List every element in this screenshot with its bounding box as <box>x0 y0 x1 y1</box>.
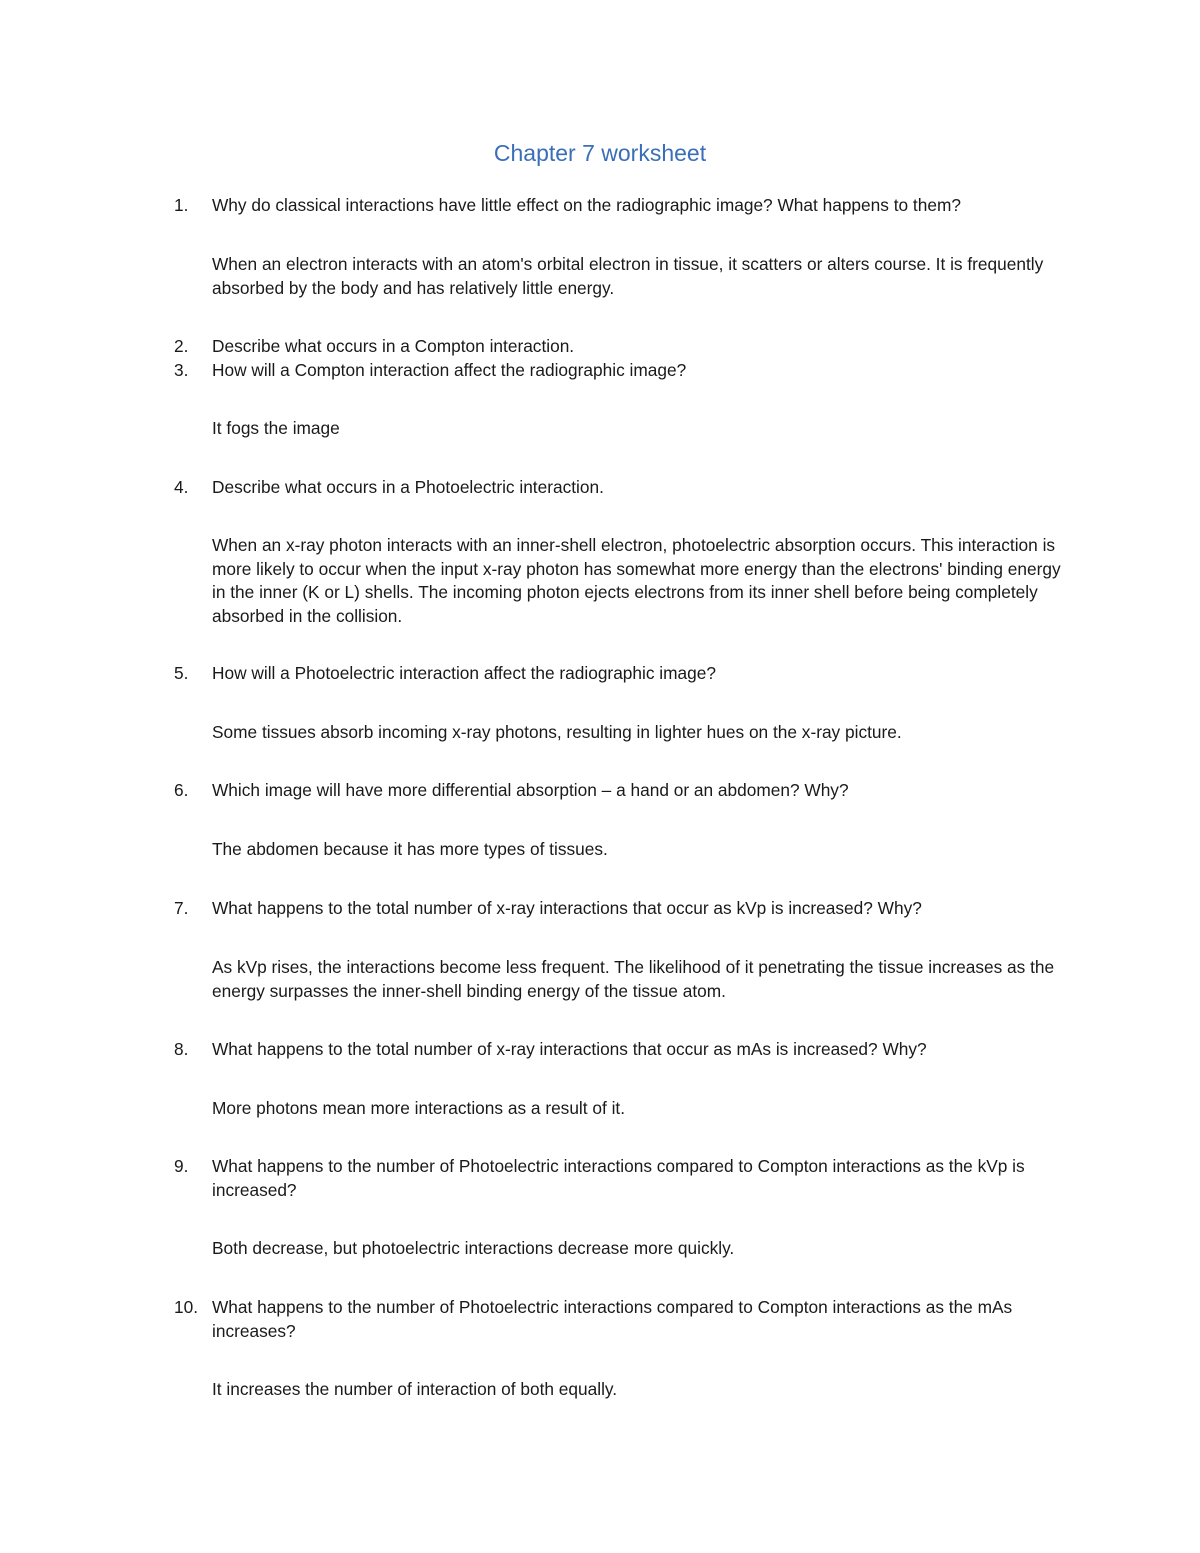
page-title: Chapter 7 worksheet <box>493 140 707 166</box>
question-10: What happens to the number of Photoelectric interactions compared to Compton interactions as the mAs increases? <box>212 1297 1013 1341</box>
question-2: Describe what occurs in a Compton interaction. <box>212 336 575 356</box>
question-6: Which image will have more differential absorption – a hand or an abdomen? Why? <box>212 780 849 800</box>
question-1: Why do classical interactions have little effect on the radiographic image? What happens to them? <box>212 195 961 215</box>
answer-5: Some tissues absorb incoming x-ray photons, resulting in lighter hues on the x-ray picture. <box>212 722 902 742</box>
question-9: What happens to the number of Photoelectric interactions compared to Compton interactions as the kVp is increased? <box>212 1156 1025 1200</box>
question-number-10: 10. <box>174 1297 199 1317</box>
question-number-3: 3. <box>174 360 189 380</box>
answer-8: More photons mean more interactions as a result of it. <box>212 1098 626 1118</box>
question-number-7: 7. <box>174 898 189 918</box>
answer-7: As kVp rises, the interactions become less frequent. The likelihood of it penetrating the tissue increases as the energy surpasses the inner-shell binding energy of the tissue atom. <box>212 957 1055 1001</box>
question-4: Describe what occurs in a Photoelectric interaction. <box>212 477 604 497</box>
question-number-1: 1. <box>174 195 189 215</box>
question-number-4: 4. <box>174 477 189 497</box>
answer-3: It fogs the image <box>212 418 340 438</box>
question-number-8: 8. <box>174 1039 189 1059</box>
question-8: What happens to the total number of x-ray interactions that occur as mAs is increased? Why? <box>212 1039 927 1059</box>
question-3: How will a Compton interaction affect the radiographic image? <box>212 360 687 380</box>
question-number-9: 9. <box>174 1156 189 1176</box>
answer-1: When an electron interacts with an atom's orbital electron in tissue, it scatters or alters course. It is frequently absorbed by the body and has relatively little energy. <box>212 254 1044 298</box>
answer-10: It increases the number of interaction of both equally. <box>212 1379 618 1399</box>
answer-9: Both decrease, but photoelectric interactions decrease more quickly. <box>212 1238 735 1258</box>
question-number-5: 5. <box>174 663 189 683</box>
question-7: What happens to the total number of x-ray interactions that occur as kVp is increased? Why? <box>212 898 922 918</box>
answer-4: When an x-ray photon interacts with an inner-shell electron, photoelectric absorption occurs. This interaction is more likely to occur when the input x-ray photon has somewhat more energy than the electrons' binding energy in the inner (K or L) shells. The incoming photon ejects electrons from its inner shell before being completely absorbed in the collision. <box>212 535 1061 626</box>
question-number-2: 2. <box>174 336 189 356</box>
answer-6: The abdomen because it has more types of tissues. <box>212 839 608 859</box>
question-5: How will a Photoelectric interaction affect the radiographic image? <box>212 663 716 683</box>
question-number-6: 6. <box>174 780 189 800</box>
